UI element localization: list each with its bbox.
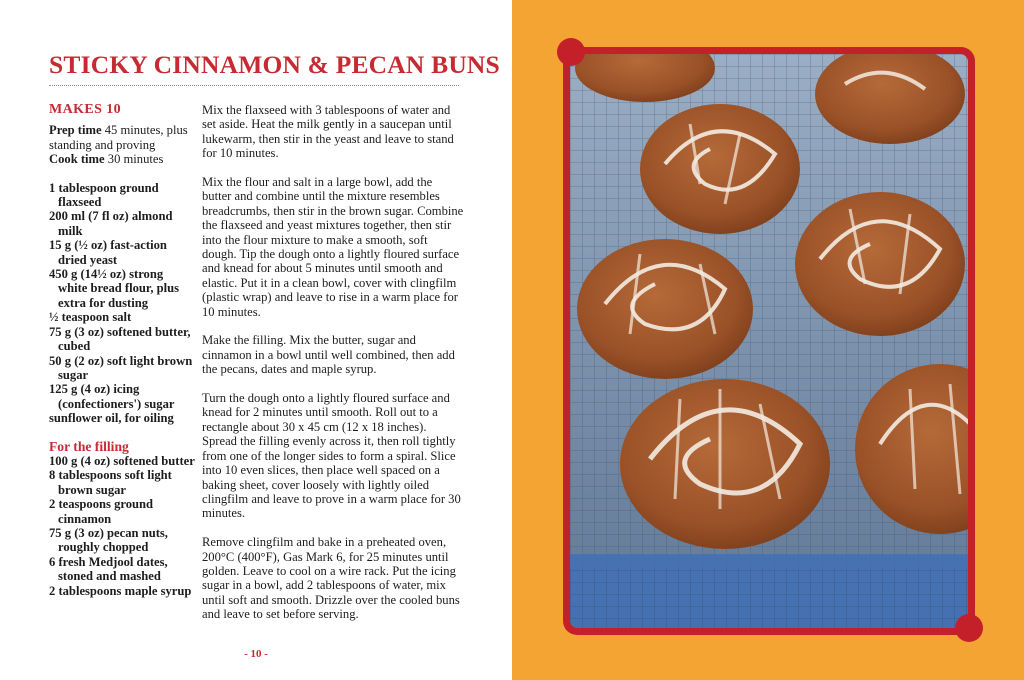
filling-heading: For the filling [49, 438, 129, 454]
method-step: Mix the flour and salt in a large bowl, add the butter and combine until the mixture resembles breadcrumbs, then stir in the brown sugar. Combine the flaxseed and yeast mixtures together, then stir into the flour mixture to make a smooth, soft dough. Tip the dough onto a lightly floured surface and knead for about 5 minutes until smooth and elastic. Put it in a clean bowl, cover with clingfilm (plastic wrap) and leave to rise in a warm place for 10 minutes. [202, 175, 464, 319]
prep-time-value: 45 minutes, plus standing and proving [49, 123, 188, 152]
bun-bottom-center [620, 379, 830, 549]
frame-corner-dot-bottom-right [955, 614, 983, 642]
ingredients-column [49, 103, 195, 598]
ingredient-item: 125 g (4 oz) icing (confectioners') sugar [49, 382, 175, 411]
ingredient-item: 15 g (½ oz) fast-action dried yeast [49, 238, 167, 267]
bun-middle-left [577, 239, 753, 379]
timing-info [49, 123, 195, 166]
filling-item: 75 g (3 oz) pecan nuts, roughly chopped [49, 525, 168, 555]
ingredient-item: 450 g (14½ oz) strong white bread flour, plus extra for dusting [49, 267, 180, 310]
prep-time-label: Prep time [49, 123, 102, 138]
method-column [202, 103, 464, 636]
method-step: Remove clingfilm and bake in a preheated oven, 200°C (400°F), Gas Mark 6, for 25 minutes until golden. Leave to cool on a wire rack. Put the icing sugar in a bowl, add 2 tablespoons of water, mix until soft and smooth. Drizzle over the cooled buns and leave to set before serving. [202, 535, 460, 622]
filling-item: 100 g (4 oz) softened butter [49, 453, 195, 468]
title-divider [49, 85, 459, 86]
ingredient-item: 75 g (3 oz) softened butter, cubed [49, 324, 191, 354]
bun-middle-right [795, 192, 965, 336]
method-step: Make the filling. Mix the butter, sugar and cinnamon in a bowl until well combined, then add the pecans, dates and maple syrup. [202, 333, 455, 377]
ingredient-item: ½ teaspoon salt [49, 310, 132, 325]
ingredient-item: 1 tablespoon ground flaxseed [49, 180, 159, 210]
method-step: Turn the dough onto a lightly floured surface and knead for 2 minutes until smooth. Roll out to a rectangle about 30 x 45 cm (12 x 18 inches). Spread the filling evenly across it, then roll tightly from one of the longer sides to form a spiral. Slice into 10 even slices, then place well spaced on a baking sheet, cover loosely with lightly oiled clingfilm and leave to prove in a warm place for 30 minutes. [202, 391, 461, 521]
ingredient-item: sunflower oil, for oiling [49, 411, 174, 426]
page-number: - 10 - [244, 648, 268, 660]
ingredient-list [49, 181, 195, 426]
filling-item: 8 tablespoons soft light brown sugar [49, 468, 172, 497]
frame-corner-dot-top-left [557, 38, 585, 66]
cook-time-value: 30 minutes [104, 152, 164, 167]
filling-item: 2 teaspoons ground cinnamon [49, 497, 154, 526]
ingredient-item: 50 g (2 oz) soft light brown sugar [49, 353, 193, 382]
yield-label: MAKES 10 [49, 102, 122, 117]
recipe-title: STICKY CINNAMON & PECAN BUNS [49, 50, 500, 79]
method-step: Mix the flaxseed with 3 tablespoons of water and set aside. Heat the milk gently in a saucepan until lukewarm, then stir in the yeast and leave to stand for 10 minutes. [202, 103, 454, 161]
cook-time-label: Cook time [49, 152, 105, 167]
filling-item: 6 fresh Medjool dates, stoned and mashed [49, 554, 168, 584]
filling-list [49, 454, 195, 598]
photo-illustration [570, 54, 968, 628]
filling-item: 2 tablespoons maple syrup [49, 583, 192, 598]
ingredient-item: 200 ml (7 fl oz) almond milk [49, 209, 173, 238]
cinnamon-buns-photo [570, 54, 968, 628]
bun-upper-middle [640, 104, 800, 234]
